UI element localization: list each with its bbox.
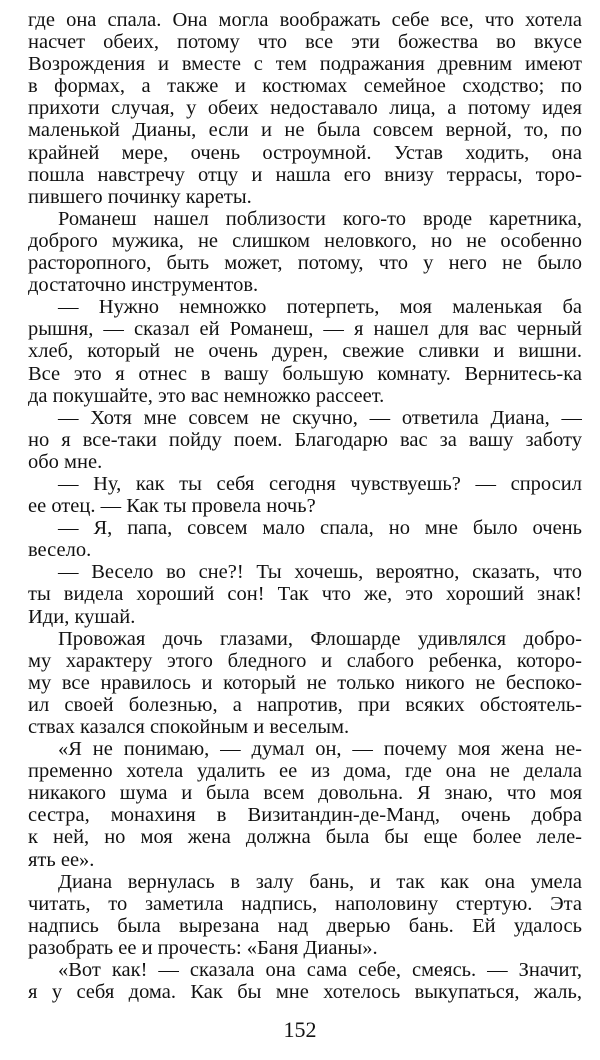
paragraph [28, 473, 582, 517]
text-line: Романеш нашел поблизости кого-то вроде каретника, [58, 207, 582, 230]
text-line: — Нужно немножко потерпеть, моя маленькая ба [58, 296, 582, 319]
paragraph [28, 9, 582, 208]
text-line: ты видела хороший сон! Так что же, это хороший знак! [28, 583, 582, 606]
text-line: никакого шума и была всем довольна. Я знаю, что моя [28, 782, 582, 805]
book-page-text [28, 9, 582, 1003]
text-line: читать, то заметила надпись, наполовину стертую. Эта [28, 892, 582, 915]
text-line: разобрать ее и прочесть: «Баня Дианы». [28, 936, 378, 959]
paragraph [28, 738, 582, 871]
text-line: насчет обеих, потому что все эти божества во вкусе [28, 31, 582, 54]
text-line: «Вот как! — сказала она сама себе, смеясь. — Значит, [58, 959, 582, 982]
text-line: в формах, а также и костюмах семейное сходство; по [28, 75, 582, 98]
text-line: ять ее». [28, 848, 95, 871]
text-line: «Я не понимаю, — думал он, — почему моя жена не- [58, 738, 582, 761]
text-line: хлеб, который не очень дурен, свежие сливки и вишни. [28, 340, 582, 363]
paragraph [28, 407, 582, 473]
paragraph [28, 208, 582, 296]
text-line: но я все-таки пойду поем. Благодарю вас за вашу заботу [28, 428, 582, 451]
text-line: надпись была вырезана над дверью бань. Ей удалось [28, 914, 582, 937]
text-line: — Ну, как ты себя сегодня чувствуешь? — спросил [58, 472, 582, 495]
text-line: я у себя дома. Как бы мне хотелось выкупаться, жаль, [28, 981, 582, 1004]
text-line: где она спала. Она могла воображать себе все, что хотела [28, 9, 582, 31]
paragraph [28, 959, 582, 1003]
text-line: ил своей болезнью, а напротив, при всяких обстоятель- [28, 693, 582, 716]
text-line: прихоти случая, у обеих недоставало лица, а потому идея [28, 97, 582, 120]
text-line: к ней, но моя жена должна была бы еще более леле- [28, 826, 582, 849]
text-line: пившего починку кареты. [28, 185, 252, 208]
text-line: ствах казался спокойным и веселым. [28, 716, 350, 738]
text-line: Провожая дочь глазами, Флошарде удивлялся добро- [58, 627, 582, 650]
text-line: обо мне. [28, 450, 103, 473]
text-line: да покушайте, это вас немножко рассеет. [28, 384, 385, 407]
paragraph [28, 871, 582, 959]
text-line: — Я, папа, совсем мало спала, но мне было очень [58, 517, 582, 540]
text-line: — Хотя мне совсем не скучно, — ответила Диана, — [58, 406, 582, 429]
text-line: Возрождения и вместе с тем подражания древним имеют [28, 53, 582, 76]
text-line: ее отец. — Как ты провела ночь? [28, 495, 316, 518]
text-line: Все это я отнес в вашу большую комнату. Вернитесь-ка [28, 362, 582, 385]
text-line: пошла навстречу отцу и нашла его внизу террасы, торо- [28, 163, 582, 186]
text-line: пременно хотела удалить ее из дома, где она не делала [28, 760, 582, 783]
page-number: 152 [283, 1017, 317, 1042]
paragraph [28, 561, 582, 627]
paragraph [28, 517, 582, 561]
text-line: му все нравилось и который не только никого не беспоко- [28, 671, 582, 694]
text-line: Иди, кушай. [28, 605, 136, 628]
text-line: расторопного, быть может, потому, что у него не было [28, 252, 582, 275]
paragraph [28, 296, 582, 406]
text-line: весело. [28, 539, 92, 562]
text-line: рышня, — сказал ей Романеш, — я нашел для вас черный [28, 318, 582, 341]
text-line: доброго мужика, не слишком неловкого, но не особенно [28, 229, 582, 252]
text-line: — Весело во сне?! Ты хочешь, вероятно, сказать, что [58, 561, 582, 584]
text-line: маленькой Дианы, если и не была совсем верной, то, по [28, 119, 582, 142]
text-line: достаточно инструментов. [28, 274, 259, 297]
text-line: му характеру этого бледного и слабого ребенка, которо- [28, 649, 582, 672]
paragraph [28, 628, 582, 738]
text-line: сестра, монахиня в Визитандин-де-Манд, очень добра [28, 804, 582, 827]
text-line: Диана вернулась в залу бань, и так как она умела [58, 870, 582, 893]
text-line: крайней мере, очень остроумной. Устав ходить, она [28, 141, 582, 164]
